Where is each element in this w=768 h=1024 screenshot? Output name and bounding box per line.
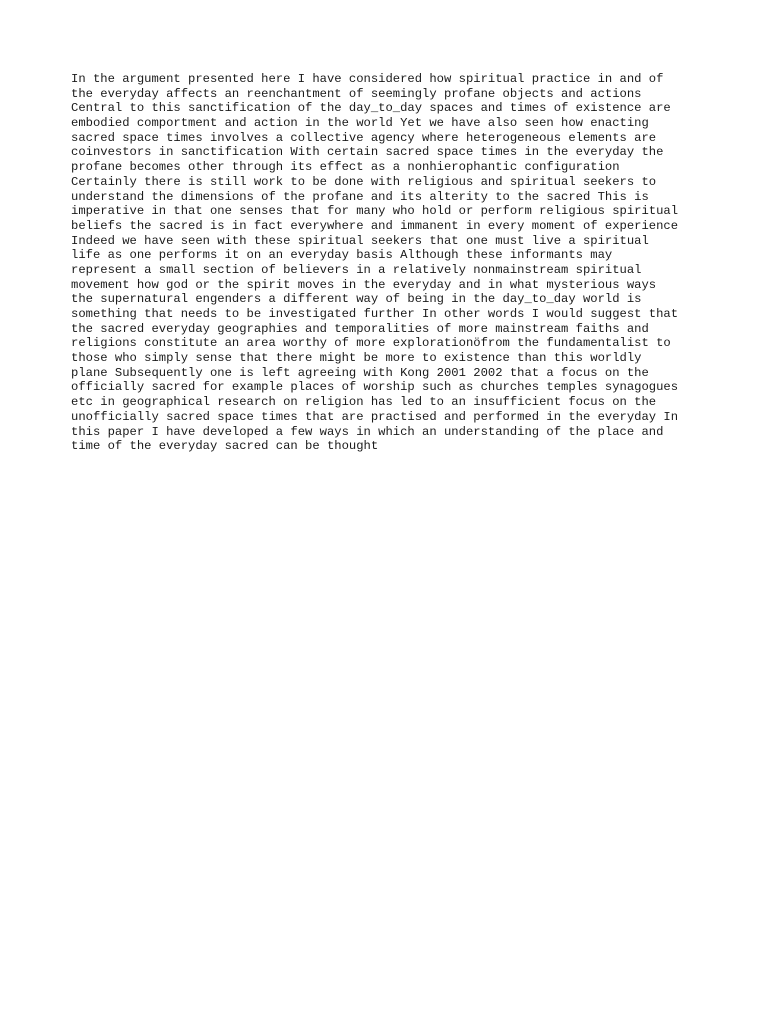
text-line: understand the dimensions of the profane and its alterity to the sacred This is [71,189,649,204]
text-line: etc in geographical research on religion has led to an insufficient focus on the [71,395,657,410]
text-line: sacred space times involves a collective agency where heterogeneous elements are [71,130,657,145]
text-line: represent a small section of believers in a relatively nonmainstream spiritual [71,262,642,277]
text-line: the everyday affects an reenchantment of seemingly profane objects and actions [71,86,642,101]
text-line: Central to this sanctification of the day_to_day spaces and times of existence are [71,101,671,116]
text-line: unofficially sacred space times that are practised and performed in the everyday In [71,409,679,424]
text-line: life as one performs it on an everyday basis Although these informants may [71,248,613,263]
text-line: Indeed we have seen with these spiritual seekers that one must live a spiritual [71,233,649,248]
text-line: Certainly there is still work to be done with religious and spiritual seekers to [71,174,657,189]
text-line: the supernatural engenders a different way of being in the day_to_day world is [71,292,642,307]
text-line: coinvestors in sanctification With certain sacred space times in the everyday the [71,145,664,160]
text-line: profane becomes other through its effect as a nonhierophantic configuration [71,160,620,175]
text-line: those who simply sense that there might be more to existence than this worldly [71,351,642,366]
body-paragraph [71,72,731,454]
text-line: this paper I have developed a few ways in which an understanding of the place and [71,424,664,439]
text-line: something that needs to be investigated further In other words I would suggest that [71,307,679,321]
text-line: plane Subsequently one is left agreeing with Kong 2001 2002 that a focus on the [71,365,649,380]
text-line: the sacred everyday geographies and temporalities of more mainstream faiths and [71,321,649,336]
text-line: imperative in that one senses that for many who hold or perform religious spiritual [71,204,679,219]
text-line: beliefs the sacred is in fact everywhere and immanent in every moment of experience [71,218,679,233]
text-line: time of the everyday sacred can be thought [71,439,379,454]
text-line: officially sacred for example places of worship such as churches temples synagogues [71,380,679,395]
text-line: In the argument presented here I have considered how spiritual practice in and of [71,72,664,86]
text-line: embodied comportment and action in the world Yet we have also seen how enacting [71,116,649,131]
text-line: movement how god or the spirit moves in the everyday and in what mysterious ways [71,277,657,292]
text-line: religions constitute an area worthy of more explorationöfrom the fundamentalist to [71,336,671,351]
